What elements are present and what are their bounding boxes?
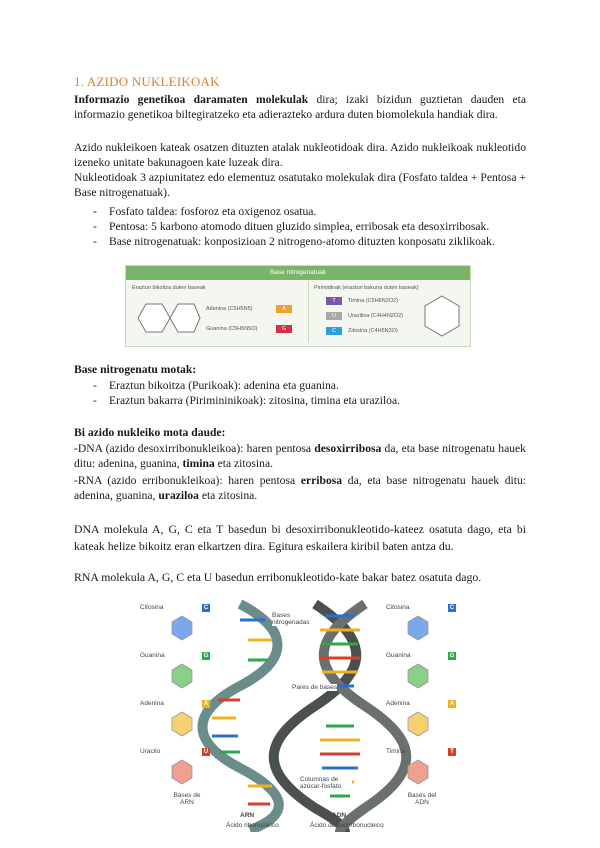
intro-rest: dira; izaki bizidun guztietan dauden eta informazio genetikoa biltegiratzeko eta adierazteko ardura duten biomolekula handiak dira. <box>74 93 526 121</box>
rna-base-label: Adenina <box>140 700 164 707</box>
two-types-title: Bi azido nukleiko mota daude: <box>74 426 226 439</box>
purine-ring-icon <box>134 296 204 340</box>
rna-bases-footer: Bases de ARN <box>173 792 201 806</box>
adenine-label: Adenina (C5H5N5) <box>206 306 253 312</box>
composition-paragraph: Nukleotidoak 3 azpiunitatez edo elementuz osatutako molekulak dira (Fosfato taldea + Pentosa + Base nitrogenatuak). <box>74 171 526 199</box>
rna-base-tag: C <box>203 605 209 611</box>
dna-base-tag: A <box>449 701 455 707</box>
dna-base-tag: C <box>449 605 455 611</box>
dna-base-tag: T <box>448 748 456 756</box>
pairs-callout: Pares de bases <box>292 684 338 691</box>
rna-definition: -RNA (azido erribonukleikoa): haren pentosa erribosa da, eta base nitrogenatu hauek ditu: adenina, guanina, uraziloa eta zitosina. <box>74 474 526 502</box>
nucleotides-paragraph: Azido nukleikoen kateak osatzen dituzten atalak nukleotidoak dira. Azido nukleikoak nukleotido izeneko unitate bakunagoen kate luzeak dira. <box>74 141 526 169</box>
dna-rna-figure <box>140 600 460 832</box>
intro-bold: Informazio genetikoa daramaten molekulak <box>74 93 309 106</box>
rna-base-tag: U <box>203 749 209 755</box>
rna-base-label: Guanina <box>140 652 165 659</box>
adenine-tag: A <box>276 305 292 313</box>
uracil-tag: U <box>326 312 342 320</box>
rna-base-label: Citosina <box>140 604 164 611</box>
dna-definition: -DNA (azido desoxirribonukleikoa): haren pentosa desoxirribosa da, eta base nitrogenatu hauek ditu: adenina, guanina, timina eta zitosina. <box>74 442 526 470</box>
table-header: Base nitrogenatuak <box>126 266 470 280</box>
rna-paragraph: RNA molekula A, G, C eta U basedun erribonukleotido-kate bakar batez osatuta dago. <box>74 570 482 584</box>
dna-base-label: Guanina <box>386 652 411 659</box>
dna-name: ADN <box>332 812 347 819</box>
dna-bases-footer: Bases del ADN <box>407 792 437 806</box>
nitrogen-bases-table <box>125 265 471 347</box>
guanine-tag: G <box>276 325 292 333</box>
bases-callout: Bases nitrogenadas <box>272 612 312 626</box>
table-right-title: Pirimidinak (eraztun bakuna duten baseak) <box>314 285 419 291</box>
thymine-label: Timina (C5H6N2O2) <box>348 298 398 304</box>
cytosine-tag: C <box>326 327 342 335</box>
intro-paragraph <box>74 92 526 122</box>
cytosine-label: Zitosina (C4H5N3O) <box>348 328 398 334</box>
columns-callout: Columnas de azúcar-fosfato <box>300 776 352 790</box>
dna-full-name: Ácido desoxirribonucleico <box>310 822 384 829</box>
dna-base-label: Timina <box>386 748 406 755</box>
pyrimidine-ring-icon <box>421 292 463 340</box>
base-types-title: Base nitrogenatu motak: <box>74 363 197 376</box>
rna-base-tag: A <box>203 701 209 707</box>
dna-paragraph: DNA molekula A, G, C eta T basedun bi desoxirribonukleotido-kateez osatuta dago, eta bi kateak helize bikoitz eran elkartzen dira. Egitura eskailera kiribil baten antza du. <box>74 522 526 553</box>
rna-base-tag: G <box>203 653 209 659</box>
rna-full-name: Ácido ribonucleico <box>226 822 279 829</box>
table-left-title: Eraztun bikoitza duten baseak <box>132 285 206 291</box>
dna-base-label: Citosina <box>386 604 410 611</box>
table-divider <box>308 282 309 342</box>
guanine-label: Guanina (C5H5N5O) <box>206 326 258 332</box>
uracil-label: Urazilioa (C4H4N2O2) <box>348 313 404 319</box>
thymine-tag: T <box>326 297 342 305</box>
rna-base-label: Uracilo <box>140 748 161 755</box>
dna-base-label: Adenina <box>386 700 410 707</box>
section-title: 1. AZIDO NUKLEIKOAK <box>74 74 220 89</box>
rna-name: ARN <box>240 812 255 819</box>
document-page: 1. AZIDO NUKLEIKOAK Informazio genetikoa daramaten molekulak dira; izaki bizidun guztietan dauden eta informazio genetikoa biltegiratzeko eta adierazteko ardura duten biomolekula handiak dira. Azido nukleikoen kateak osatzen dituzten atalak nukleotidoak dira. Azido nukleikoak nukleotido izeneko unitate bakunagoen kate luzeak dira. Nukleotidoak 3 azpiunitatez edo elementuz osatutako molekulak dira (Fosfato taldea + Pentosa + Base nitrogenatuak). - Fosfato taldea: fosforoz eta oxigenoz osatua. - Pentosa: 5 karbono atomodo dituen gluzido simplea, erribosak eta desoxirribosak. - Base nitrogenatuak: konposizioan 2 nitrogeno-atomo dituzten konposatu ziklikoak. Base nitrogenatuak Eraztun bikoitza duten baseak Pirimidinak (eraztun bakuna duten baseak) Adenina (C5H5N5) A Guanina (C5H5N5O) G T Timina (C5H6N2O2) U Urazilioa (C4H4N2O2) C Zitosina (C4H5N3O) Base nitrogenatu motak: - Eraztun bikoitza (Purikoak): adenina eta guanina. - Eraztun bakarra (Pirimininikoak): zitosina, timina eta uraziloa. Bi azido nukleiko mota daude: -DNA (azido desoxirribonukleikoa): haren pentosa desoxirribosa da, eta base nitrogenatu hauek ditu: adenina, guanina, timina eta zitosina. -RNA (azido erribonukleikoa): haren pentosa erribosa da, eta base nitrogenatu hauek ditu: adenina, guanina, uraziloa eta zitosina. DNA molekula A, G, C eta T basedun bi desoxirribonukleotido-kateez osatuta dago, eta bi kateak helize bikoitz eran elkartzen dira. Egitura eskailera kiribil baten antza du. RNA molekula A, G, C eta U basedun erribonukleotido-kate bakar batez osatuta dago. Citosina C Guanina G Adenina A Uracilo U Bases de ARN Citosina C Guanina G Adenina A Timina T Bases del ADN Bases nitrogenadas Pares de bases Columnas de azúcar-fosfato ARN Ácido ribonucleico ADN Ácido desoxirribonucleico <box>0 0 600 848</box>
dna-base-tag: G <box>449 653 455 659</box>
